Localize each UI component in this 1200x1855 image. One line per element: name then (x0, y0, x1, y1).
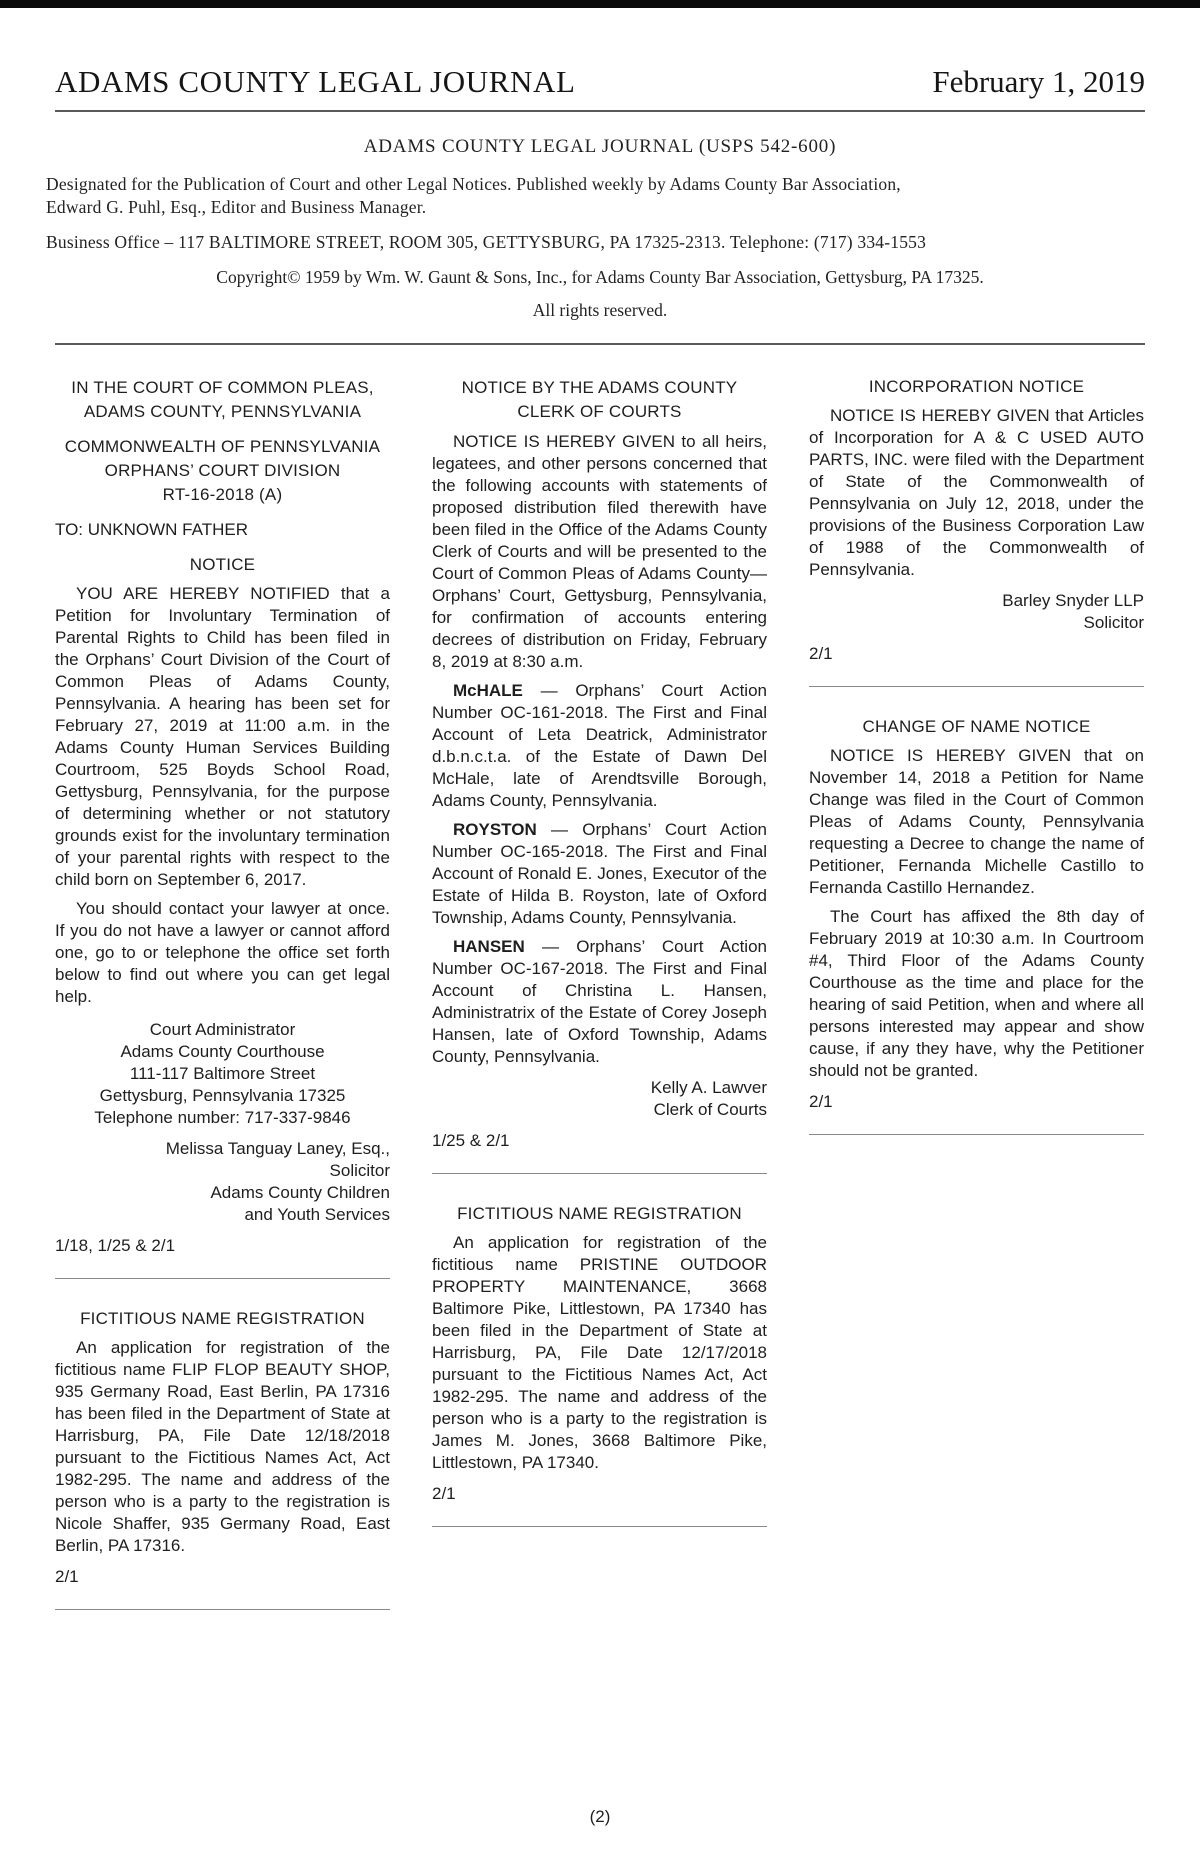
notice-paragraph: An application for registration of the fictitious name PRISTINE OUTDOOR PROPERTY MAINTENANCE, 3668 Baltimore Pike, Littlestown, PA 17340 has been filed in the Department of State at Harrisburg, PA, File Date 12/17/2018 pursuant to the Fictitious Names Act, Act 1982-295. The name and address of the person who is a party to the registration is James M. Jones, 3668 Baltimore Pike, Littlestown, PA 17340. (432, 1233, 767, 1472)
address-line: 111-117 Baltimore Street (129, 1064, 316, 1083)
signature-block (809, 590, 1144, 634)
notice-paragraph: NOTICE IS HEREBY GIVEN to all heirs, legatees, and other persons concerned that the following accounts with statements of proposed distribution filed therewith have been filed in the Office of the Adams County Clerk of Courts and will be presented to the Court of Common Pleas of Adams County—Orphans’ Court, Gettysburg, Pennsylvania, for confirmation of accounts entering decrees of distribution on Friday, February 8, 2019 at 8:30 a.m. (432, 432, 767, 671)
publication-dates: 2/1 (809, 1092, 833, 1111)
signature-line: and Youth Services (244, 1205, 390, 1224)
notice-title: INCORPORATION NOTICE (868, 377, 1085, 396)
section-divider (432, 1526, 767, 1527)
notice-incorporation (809, 376, 1144, 665)
estate-paragraph (432, 936, 767, 1068)
masthead (0, 136, 1200, 321)
signature-line: Melissa Tanguay Laney, Esq., (165, 1139, 390, 1158)
masthead-designation (46, 173, 1154, 219)
signature-line: Clerk of Courts (653, 1100, 767, 1119)
section-divider (809, 686, 1144, 687)
notice-paragraph: The Court has affixed the 8th day of February 2019 at 10:30 a.m. In Courtroom #4, Third Floor of the Adams County Courthouse as the time and place for the hearing of said Petition, when and where all persons interested may appear and show cause, if any they have, why the Petitioner should not be granted. (809, 907, 1144, 1080)
heading-line: CLERK OF COURTS (517, 402, 682, 421)
column-1 (55, 376, 390, 1610)
notice-paragraph: An application for registration of the fictitious name FLIP FLOP BEAUTY SHOP, 935 Germany Road, East Berlin, PA 17316 has been filed in the Department of State at Harrisburg, PA, File Date 12/18/2018 pursuant to the Fictitious Names Act, Act 1982-295. The name and address of the person who is a party to the registration is Nicole Shaffer, 935 Germany Road, East Berlin, PA 17316. (55, 1338, 390, 1555)
heading-line: RT-16-2018 (A) (162, 485, 283, 504)
notice-paragraph: NOTICE IS HEREBY GIVEN that Articles of Incorporation for A & C USED AUTO PARTS, INC. were filed with the Department of State of the Commonwealth of Pennsylvania on July 12, 2018, under the provisions of the Business Corporation Law of 1988 of the Commonwealth of Pennsylvania. (809, 406, 1144, 579)
header-rule (55, 110, 1145, 112)
estate-paragraph (432, 680, 767, 812)
masthead-designation-line: Edward G. Puhl, Esq., Editor and Business Manager. (46, 197, 427, 217)
court-administrator-block (55, 1019, 390, 1129)
heading-line: ADAMS COUNTY, PENNSYLVANIA (83, 402, 362, 421)
publication-dates: 2/1 (809, 644, 833, 663)
issue-date: February 1, 2019 (932, 64, 1145, 99)
masthead-usps-line: ADAMS COUNTY LEGAL JOURNAL (USPS 542-600) (363, 136, 837, 157)
signature-line: Kelly A. Lawver (650, 1078, 767, 1097)
signature-block (432, 1077, 767, 1121)
address-line: Telephone number: 717-337-9846 (94, 1108, 351, 1127)
journal-title: ADAMS COUNTY LEGAL JOURNAL (55, 64, 576, 99)
heading-line: COMMONWEALTH OF PENNSYLVANIA (64, 437, 381, 456)
column-2 (432, 376, 767, 1610)
heading-line: ORPHANS’ COURT DIVISION (104, 461, 341, 480)
address-line: Gettysburg, Pennsylvania 17325 (99, 1086, 346, 1105)
publication-dates: 1/25 & 2/1 (432, 1131, 510, 1150)
notice-paragraph: YOU ARE HEREBY NOTIFIED that a Petition for Involuntary Termination of Parental Rights to Child has been filed in the Orphans’ Court Division of the Court of Common Pleas of Adams County, Pennsylvania. A hearing has been set for February 27, 2019 at 11:00 a.m. in the Adams County Human Services Building Courtroom, 525 Boyds School Road, Gettysburg, Pennsylvania, for the purpose of determining whether or not statutory grounds exist for the involuntary termination of your parental rights with respect to the child born on September 6, 2017. (55, 584, 390, 889)
notice-paragraph: You should contact your lawyer at once. If you do not have a lawyer or cannot afford one, go to or telephone the office set forth below to find out where you can get legal help. (55, 899, 390, 1006)
scan-top-edge (0, 0, 1200, 8)
masthead-business-office: Business Office – 117 BALTIMORE STREET, ROOM 305, GETTYSBURG, PA 17325-2313. Telephone: (717) 334-1553 (46, 232, 927, 252)
notice-title: FICTITIOUS NAME REGISTRATION (457, 1204, 742, 1223)
section-divider (432, 1173, 767, 1174)
case-heading (55, 435, 390, 507)
section-divider (55, 1609, 390, 1610)
estate-text: — Orphans’ Court Action Number OC-165-2018. The First and Final Account of Ronald E. Jones, Executor of the Estate of Hilda B. Royston, late of Oxford Township, Adams County, Pennsylvania. (432, 820, 767, 927)
address-line: Court Administrator (149, 1020, 296, 1039)
page-number: (2) (589, 1807, 611, 1826)
estate-text: — Orphans’ Court Action Number OC-161-2018. The First and Final Account of Leta Deatrick, Administrator d.b.n.c.t.a. of the Estate of Dawn Del McHale, late of Arendtsville Borough, Adams County, Pennsylvania. (432, 681, 767, 810)
notice-fictitious-name-pristine (432, 1203, 767, 1505)
signature-line: Solicitor (329, 1161, 390, 1180)
estate-name: ROYSTON (453, 820, 537, 839)
estate-name: HANSEN (453, 937, 525, 956)
notice-subheading: NOTICE (189, 555, 256, 574)
publication-dates: 1/18, 1/25 & 2/1 (55, 1236, 176, 1255)
notice-termination-of-parental-rights (55, 376, 390, 1257)
section-divider (809, 1134, 1144, 1135)
address-line: Adams County Courthouse (120, 1042, 325, 1061)
notice-paragraph: NOTICE IS HEREBY GIVEN that on November 14, 2018 a Petition for Name Change was filed in the Court of Common Pleas of Adams County, Pennsylvania requesting a Decree to change the name of Petitioner, Fernanda Michelle Castillo to Fernanda Castillo Hernandez. (809, 746, 1144, 897)
masthead-designation-line: Designated for the Publication of Court and other Legal Notices. Published weekly by Adams County Bar Association, (46, 174, 901, 194)
masthead-copyright: Copyright© 1959 by Wm. W. Gaunt & Sons, Inc., for Adams County Bar Association, Gettysburg, PA 17325. (216, 267, 984, 287)
signature-line: Barley Snyder LLP (1002, 591, 1144, 610)
masthead-rights: All rights reserved. (532, 300, 668, 320)
solicitor-block (55, 1138, 390, 1226)
notice-title: CHANGE OF NAME NOTICE (862, 717, 1091, 736)
notice-clerk-of-courts (432, 376, 767, 1152)
estate-name: McHALE (453, 681, 523, 700)
page-header (0, 8, 1200, 100)
notice-change-of-name (809, 716, 1144, 1113)
addressee-line: TO: UNKNOWN FATHER (55, 520, 248, 539)
estate-text: — Orphans’ Court Action Number OC-167-2018. The First and Final Account of Christina L. Hansen, Administratrix of the Estate of Corey Joseph Hansen, late of Oxford Township, Adams County, Pennsylvania. (432, 937, 767, 1066)
section-divider (55, 1278, 390, 1279)
publication-dates: 2/1 (55, 1567, 79, 1586)
notice-title: FICTITIOUS NAME REGISTRATION (80, 1309, 365, 1328)
notice-columns (0, 345, 1200, 1610)
heading-line: IN THE COURT OF COMMON PLEAS, (71, 378, 374, 397)
heading-line: NOTICE BY THE ADAMS COUNTY (461, 378, 738, 397)
estate-paragraph (432, 819, 767, 929)
notice-title (432, 376, 767, 424)
signature-line: Adams County Children (210, 1183, 390, 1202)
court-heading (55, 376, 390, 424)
signature-line: Solicitor (1083, 613, 1144, 632)
publication-dates: 2/1 (432, 1484, 456, 1503)
column-3 (809, 376, 1144, 1610)
notice-fictitious-name-flip-flop (55, 1308, 390, 1588)
